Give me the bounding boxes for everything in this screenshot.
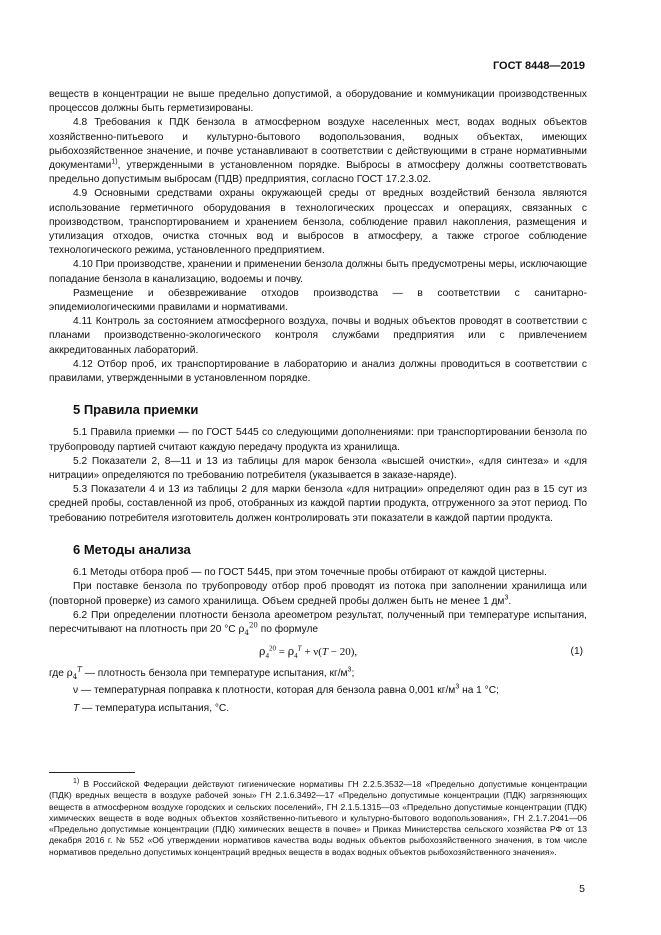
footnote-mark: 1) xyxy=(73,778,80,786)
paragraph-pipeline xyxy=(49,580,587,608)
paragraph-4-8-rest: , утвержденными в установленном порядке. Выбросы в атмосферу должны соответствовать предельно допустимым выбросам (ПДВ) предприятия, согласно ГОСТ 17.2.3.02. xyxy=(49,160,587,186)
paragraph-4-8 xyxy=(49,116,587,187)
paragraph-5-3: 5.3 Показатели 4 и 13 из таблицы 2 для марки бензола «для нитрации» определяют один раз в 15 сут из средней пробы, составленной из проб, отобранных из каждой партии продукта, отгруженного за этот период. По требованию потребителя изготовитель должен контролировать эти показатели в каждой партии продукта. xyxy=(49,484,587,524)
period: . xyxy=(508,595,512,607)
paragraph-4-8-text: 4.8 Требования к ПДК бензола в атмосферном воздухе населенных мест, водах водных объектов хозяйственно-питьевого и культурно-бытового водопользования, водных объектах, имеющих рыбохозяйственное значение, и почве устанавливают в соответствии с действующими в стране нормативными документами xyxy=(49,117,587,172)
paragraph-4-9: 4.9 Основными средствами охраны окружающей среды от вредных воздействий бензола являются использование герметичного оборудования в технологических процессах и операциях, связанных с производством, транспортированием и хранением бензола, соблюдение правил накопления, размещения и утилизация отходов, очистка сточных вод и выбросов в атмосферу, а также строгое соблюдение технологического режима, установленного предприятием. xyxy=(49,188,587,257)
document-code-header: ГОСТ 8448—2019 xyxy=(492,60,585,72)
paragraph-6-2-text: 6.2 При определении плотности бензола ареометром результат, полученный при температуре испытания, пересчитывают на плотность при 20 °С xyxy=(49,609,587,635)
definition-rho: где $\rho_4^T$ — плотность бензола при температуре испытания, $кг/м^3$; xyxy=(49,665,355,682)
paragraph-4-12: 4.12 Отбор проб, их транспортирование в лабораторию и анализ должны проводиться в соответствии с правилами, утвержденными в установленном порядке. xyxy=(49,358,587,385)
footnote-1 xyxy=(49,779,587,858)
formula-number: (1) xyxy=(570,646,583,658)
section-6-heading: 6 Методы анализа xyxy=(73,541,191,557)
paragraph-6-2 xyxy=(49,609,587,637)
paragraph-4-7-cont: веществ в концентрации не выше предельно допустимой, а оборудование и коммуникации производственных процессов должны быть герметизированы. xyxy=(49,89,587,115)
paragraph-6-1: 6.1 Методы отбора проб — по ГОСТ 5445, при этом точечные пробы отбирают от каждой цистерны. xyxy=(73,567,547,579)
semicolon: ; xyxy=(351,668,355,680)
definition-nu-end: на 1 °С; xyxy=(462,685,499,697)
footnote-divider xyxy=(49,772,135,773)
paragraph-pipeline-text: При поставке бензола по трубопроводу отбор проб проводят из потока при заполнении хранилища или (повторной проверке) из самого хранилища. Объем средней пробы должен быть не менее 1 дм xyxy=(49,581,587,607)
formula-expression: $\rho_4^{20} = \rho_4^T + \nu(T - 20)$, xyxy=(259,644,358,661)
paragraph-5-1: 5.1 Правила приемки — по ГОСТ 5445 со следующими дополнениями: при транспортировании бензола по трубопроводу партией считают каждую передачу продукта из хранилища. xyxy=(49,427,587,453)
footnotes xyxy=(49,772,587,858)
section-5-heading: 5 Правила приемки xyxy=(73,402,199,418)
page-number: 5 xyxy=(579,883,585,895)
density-formula xyxy=(49,643,587,663)
definition-T: T — температура испытания, °С. xyxy=(73,702,230,714)
footnote-ref[interactable]: 1) xyxy=(111,158,118,166)
definition-rho-text: — плотность бензола при температуре испытания, кг/м xyxy=(84,668,348,680)
definition-nu-text: ν — температурная поправка к плотности, которая для бензола равна 0,001 кг/м xyxy=(73,685,456,697)
footnote-1-text: В Российской Федерации действуют гигиенические нормативы ГН 2.2.5.3532—18 «Предельно допустимые концентрации (ПДК) вредных веществ в воздухе рабочей зоны» ГН 2.1.6.3492—17 «Предельно допустимые концентрации (ПДК) загрязняющих веществ в атмосферном воздухе городских и сельских поселений», ГН 2.1.5.1315—03 «Предельно допустимые концентрации (ПДК) химических веществ в воде водных объектов хозяйственно-питьевого и культурно-бытового водопользования», ГН 2.1.7.2041—06 «Предельно допустимые концентрации (ПДК) химических веществ в почве» и Приказ Министерства сельского хозяйства РФ от 13 декабря 2016 г. № 552 «Об утверждении нормативов качества воды водных объектов рыбохозяйственного значения, в том числе нормативов предельно допустимых концентраций вредных веществ в водах водных объектов рыбохозяйственного значения». xyxy=(49,779,587,857)
paragraph-waste: Размещение и обезвреживание отходов производства — в соответствии с санитарно-эпидемиологическими правилами и нормативами. xyxy=(49,287,587,314)
paragraph-4-11: 4.11 Контроль за состоянием атмосферного воздуха, почвы и водных объектов проводят в соответствии с планами производственно-экологического контроля службами предприятия или с привлечением аккредитованных лабораторий. xyxy=(49,316,587,356)
page-body xyxy=(49,88,587,716)
definition-T-text: — температура испытания, °С. xyxy=(82,702,230,714)
paragraph-4-10: 4.10 При производстве, хранении и применении бензола должны быть предусмотрены меры, исключающие попадание бензола в канализацию, водоемы и почву. xyxy=(49,259,587,285)
paragraph-6-2-end: по формуле xyxy=(260,623,319,635)
definition-nu: ν — температурная поправка к плотности, которая для бензола равна 0,001 $кг/м^3$ на 1 °С; xyxy=(73,683,499,697)
unit-superscript: 3 xyxy=(504,594,509,602)
paragraph-5-2: 5.2 Показатели 2, 8—11 и 13 из таблицы для марок бензола «высшей очистки», «для синтеза» и «для нитрации» определяются по требованию потребителя (указывается в заказе-наряде). xyxy=(49,455,587,482)
where-label: где xyxy=(49,668,64,680)
rho-symbol: $\rho_4^{20}$ xyxy=(238,621,258,637)
